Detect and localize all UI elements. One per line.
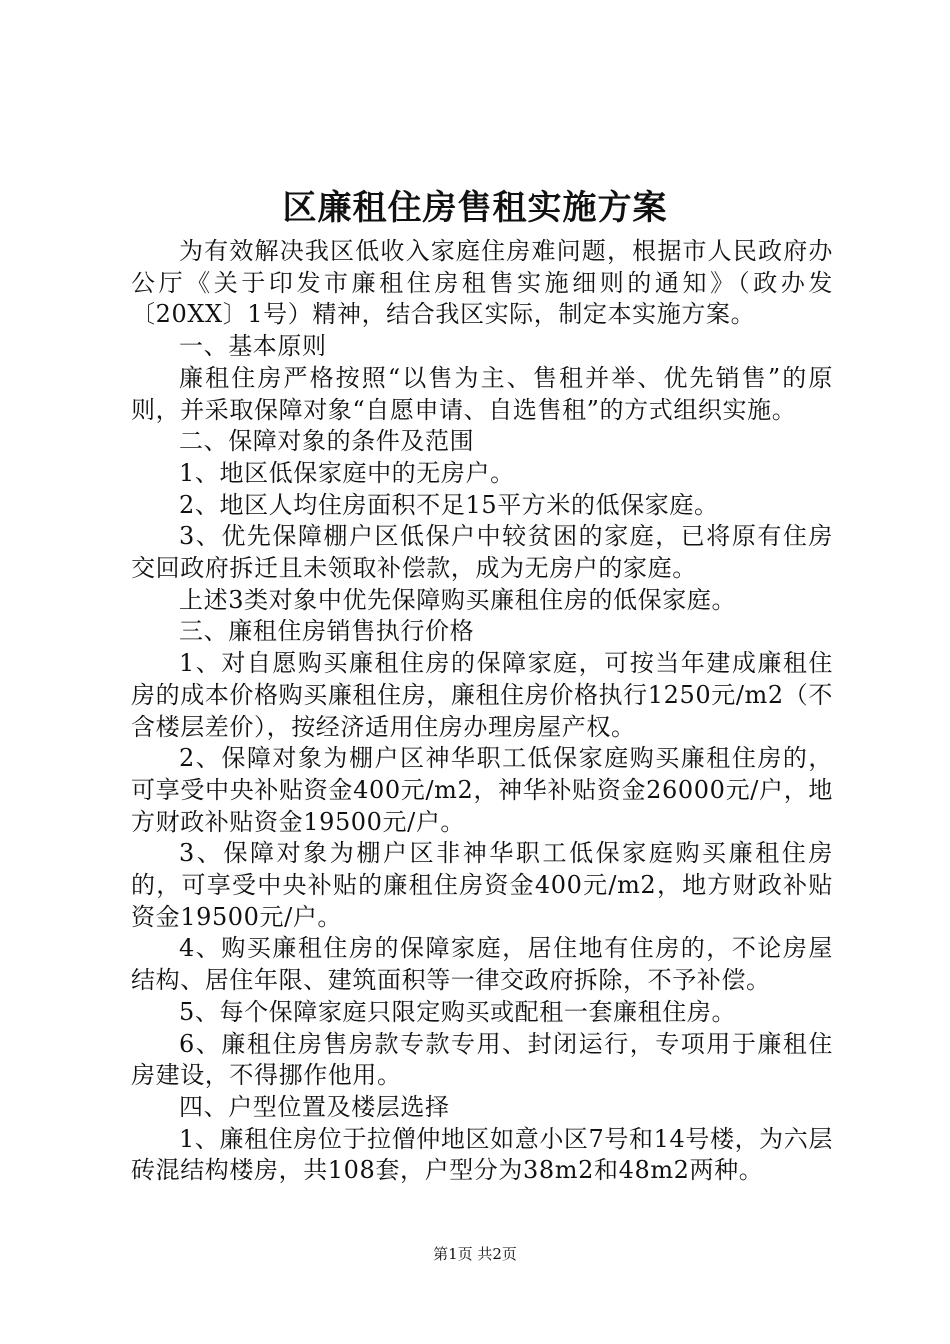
document-title: 区廉租住房售租实施方案 (282, 188, 668, 228)
section-heading-1: 一、基本原则 (179, 332, 327, 361)
document-body (131, 236, 833, 1187)
list-item: 2、保障对象为棚户区神华职工低保家庭购买廉租住房的，可享受中央补贴资金400元/m2，神华补贴资金26000元/户，地方财政补贴资金19500元/户。 (131, 744, 833, 836)
page-footer: 第1页 共2页 (433, 1245, 517, 1263)
list-item: 5、每个保障家庭只限定购买或配租一套廉租住房。 (179, 997, 737, 1026)
list-item: 1、地区低保家庭中的无房户。 (179, 458, 515, 487)
section-heading-2: 二、保障对象的条件及范围 (179, 427, 475, 456)
list-item: 4、购买廉租住房的保障家庭，居住地有住房的，不论房屋结构、居住年限、建筑面积等一律交政府拆除，不予补偿。 (131, 934, 833, 995)
list-item: 3、优先保障棚户区低保户中较贫困的家庭，已将原有住房交回政府拆迁且未领取补偿款，成为无房户的家庭。 (131, 522, 833, 583)
list-item: 1、廉租住房位于拉僧仲地区如意小区7号和14号楼，为六层砖混结构楼房，共108套，户型分为38m2和48m2两种。 (131, 1124, 833, 1185)
list-item: 3、保障对象为棚户区非神华职工低保家庭购买廉租住房的，可享受中央补贴的廉租住房资金400元/m2，地方财政补贴资金19500元/户。 (131, 839, 833, 931)
paragraph: 上述3类对象中优先保障购买廉租住房的低保家庭。 (179, 585, 737, 614)
list-item: 1、对自愿购买廉租住房的保障家庭，可按当年建成廉租住房的成本价格购买廉租住房，廉租住房价格执行1250元/m2（不含楼层差价），按经济适用住房办理房屋产权。 (131, 649, 833, 741)
paragraph: 廉租住房严格按照“以售为主、售租并举、优先销售”的原则，并采取保障对象“自愿申请、自选售租”的方式组织实施。 (131, 363, 833, 424)
section-heading-3: 三、廉租住房销售执行价格 (179, 617, 475, 646)
list-item: 6、廉租住房售房款专款专用、封闭运行，专项用于廉租住房建设，不得挪作他用。 (131, 1029, 833, 1090)
paragraph-intro: 为有效解决我区低收入家庭住房难问题，根据市人民政府办公厅《关于印发市廉租住房租售实施细则的通知》（政办发〔20XX〕1号）精神，结合我区实际，制定本实施方案。 (131, 237, 833, 329)
list-item: 2、地区人均住房面积不足15平方米的低保家庭。 (179, 490, 719, 519)
section-heading-4: 四、户型位置及楼层选择 (179, 1092, 450, 1121)
